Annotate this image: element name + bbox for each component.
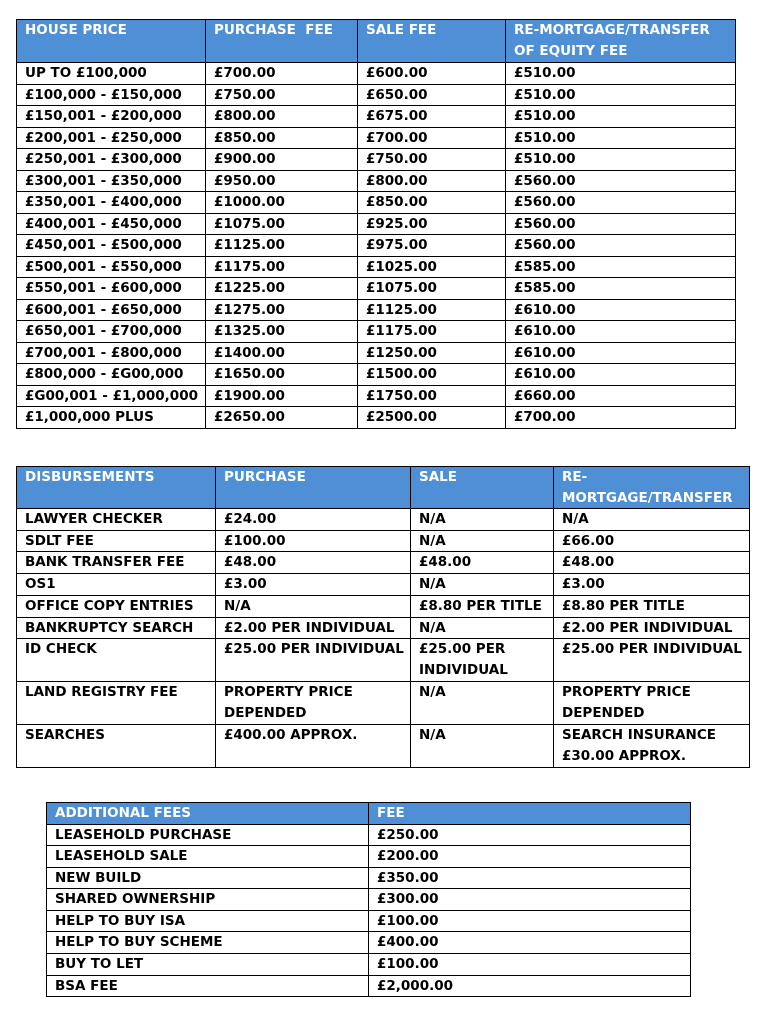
table-cell: £900.00 (206, 149, 358, 171)
table-cell: £100,000 - £150,000 (17, 84, 206, 106)
table-cell: SEARCH INSURANCE £30.00 APPROX. (554, 725, 750, 768)
table-cell: £925.00 (358, 213, 506, 235)
column-header-house-price: HOUSE PRICE (17, 20, 206, 63)
house-price-fee-table (16, 19, 736, 429)
house-price-table-body (17, 63, 736, 429)
table-cell: N/A (216, 595, 411, 617)
table-cell: LEASEHOLD PURCHASE (47, 824, 369, 846)
table-cell: £1325.00 (206, 321, 358, 343)
table-cell: £200.00 (369, 846, 691, 868)
table-cell: £560.00 (506, 192, 736, 214)
table-cell: £700.00 (506, 407, 736, 429)
table-row (17, 364, 736, 386)
table-row (17, 595, 750, 617)
table-row (47, 954, 691, 976)
table-cell: £3.00 (216, 574, 411, 596)
table-cell: £350,001 - £400,000 (17, 192, 206, 214)
table-cell: N/A (411, 725, 554, 768)
table-cell: £1075.00 (206, 213, 358, 235)
table-row (17, 509, 750, 531)
table-cell: £510.00 (506, 149, 736, 171)
table-cell: £250,001 - £300,000 (17, 149, 206, 171)
table-cell: £2.00 PER INDIVIDUAL (216, 617, 411, 639)
table-cell: £750.00 (206, 84, 358, 106)
table-cell: £660.00 (506, 385, 736, 407)
table-cell: £24.00 (216, 509, 411, 531)
table-cell: £800.00 (358, 170, 506, 192)
table-cell: £150,001 - £200,000 (17, 106, 206, 128)
column-header-purchase-fee: PURCHASE FEE (206, 20, 358, 63)
table-row (17, 213, 736, 235)
table-cell: £100.00 (216, 530, 411, 552)
table-cell: £585.00 (506, 256, 736, 278)
table-cell: NEW BUILD (47, 867, 369, 889)
table-cell: £950.00 (206, 170, 358, 192)
table-cell: BUY TO LET (47, 954, 369, 976)
table-cell: UP TO £100,000 (17, 63, 206, 85)
column-header-fee: FEE (369, 803, 691, 825)
table-cell: SDLT FEE (17, 530, 216, 552)
table-cell: £650,001 - £700,000 (17, 321, 206, 343)
table-cell: £200,001 - £250,000 (17, 127, 206, 149)
column-header-remortgage-fee: RE-MORTGAGE/TRANSFER OF EQUITY FEE (506, 20, 736, 63)
column-header-sale-fee: SALE FEE (358, 20, 506, 63)
table-row (17, 63, 736, 85)
table-cell: £510.00 (506, 63, 736, 85)
table-cell: £600,001 - £650,000 (17, 299, 206, 321)
table-cell: £1175.00 (206, 256, 358, 278)
table-cell: £650.00 (358, 84, 506, 106)
table-row (47, 846, 691, 868)
table-cell: OS1 (17, 574, 216, 596)
table-cell: £610.00 (506, 342, 736, 364)
table-cell: £1075.00 (358, 278, 506, 300)
table-cell: £3.00 (554, 574, 750, 596)
table-cell: £25.00 PER INDIVIDUAL (554, 639, 750, 682)
table-cell: LAWYER CHECKER (17, 509, 216, 531)
table-row (47, 910, 691, 932)
table-row (17, 342, 736, 364)
table-row (17, 725, 750, 768)
table-row (47, 932, 691, 954)
table-cell: £1400.00 (206, 342, 358, 364)
table-cell: £585.00 (506, 278, 736, 300)
table-row (17, 278, 736, 300)
table-cell: £510.00 (506, 127, 736, 149)
table-row (17, 385, 736, 407)
table-cell: £700,001 - £800,000 (17, 342, 206, 364)
table-row (17, 407, 736, 429)
table-cell: N/A (554, 509, 750, 531)
table-header-row (17, 467, 750, 509)
table-cell: OFFICE COPY ENTRIES (17, 595, 216, 617)
table-cell: £8.80 PER TITLE (411, 595, 554, 617)
table-cell: £510.00 (506, 106, 736, 128)
table-cell: £48.00 (216, 552, 411, 574)
column-header-purchase: PURCHASE (216, 467, 411, 509)
table-cell: £66.00 (554, 530, 750, 552)
table-cell: £25.00 PER INDIVIDUAL (411, 639, 554, 682)
table-row (17, 552, 750, 574)
table-cell: £610.00 (506, 299, 736, 321)
table-row (17, 682, 750, 725)
table-row (17, 617, 750, 639)
table-cell: £1750.00 (358, 385, 506, 407)
table-cell: £1250.00 (358, 342, 506, 364)
table-row (17, 530, 750, 552)
table-cell: £48.00 (554, 552, 750, 574)
table-cell: £600.00 (358, 63, 506, 85)
disbursements-table-body (17, 509, 750, 768)
column-header-sale: SALE (411, 467, 554, 509)
table-cell: £1275.00 (206, 299, 358, 321)
table-cell: £25.00 PER INDIVIDUAL (216, 639, 411, 682)
table-cell: £2650.00 (206, 407, 358, 429)
table-cell: SEARCHES (17, 725, 216, 768)
additional-fees-table (46, 802, 691, 997)
table-cell: SHARED OWNERSHIP (47, 889, 369, 911)
additional-fees-table-body (47, 824, 691, 997)
table-row (17, 170, 736, 192)
table-row (47, 975, 691, 997)
table-cell: N/A (411, 682, 554, 725)
table-cell: £400,001 - £450,000 (17, 213, 206, 235)
table-cell: BANKRUPTCY SEARCH (17, 617, 216, 639)
table-cell: £400.00 (369, 932, 691, 954)
table-row (17, 106, 736, 128)
table-cell: PROPERTY PRICE DEPENDED (554, 682, 750, 725)
table-cell: £750.00 (358, 149, 506, 171)
table-cell: £510.00 (506, 84, 736, 106)
table-cell: N/A (411, 617, 554, 639)
table-row (17, 321, 736, 343)
table-row (17, 127, 736, 149)
table-cell: N/A (411, 509, 554, 531)
disbursements-table (16, 466, 750, 768)
table-cell: £850.00 (358, 192, 506, 214)
table-row (17, 192, 736, 214)
table-cell: £2500.00 (358, 407, 506, 429)
table-cell: PROPERTY PRICE DEPENDED (216, 682, 411, 725)
column-header-disbursements: DISBURSEMENTS (17, 467, 216, 509)
table-cell: £550,001 - £600,000 (17, 278, 206, 300)
table-row (47, 824, 691, 846)
table-cell: £610.00 (506, 364, 736, 386)
table-cell: £48.00 (411, 552, 554, 574)
table-cell: £300,001 - £350,000 (17, 170, 206, 192)
table-row (17, 256, 736, 278)
table-cell: £450,001 - £500,000 (17, 235, 206, 257)
table-row (17, 235, 736, 257)
table-header-row (47, 803, 691, 825)
table-cell: £1900.00 (206, 385, 358, 407)
table-cell: £1125.00 (206, 235, 358, 257)
table-row (17, 639, 750, 682)
table-row (17, 299, 736, 321)
table-cell: £500,001 - £550,000 (17, 256, 206, 278)
table-cell: £850.00 (206, 127, 358, 149)
table-cell: £800.00 (206, 106, 358, 128)
table-cell: BANK TRANSFER FEE (17, 552, 216, 574)
table-cell: £1125.00 (358, 299, 506, 321)
table-cell: £560.00 (506, 170, 736, 192)
table-cell: BSA FEE (47, 975, 369, 997)
table-cell: £G00,001 - £1,000,000 (17, 385, 206, 407)
table-cell: £1650.00 (206, 364, 358, 386)
table-cell: £560.00 (506, 235, 736, 257)
table-cell: £610.00 (506, 321, 736, 343)
table-row (17, 574, 750, 596)
table-cell: £100.00 (369, 954, 691, 976)
table-cell: £100.00 (369, 910, 691, 932)
table-cell: £2,000.00 (369, 975, 691, 997)
table-cell: £700.00 (358, 127, 506, 149)
table-cell: LAND REGISTRY FEE (17, 682, 216, 725)
table-cell: HELP TO BUY ISA (47, 910, 369, 932)
table-cell: £1000.00 (206, 192, 358, 214)
table-cell: ID CHECK (17, 639, 216, 682)
table-cell: £800,000 - £G00,000 (17, 364, 206, 386)
table-cell: N/A (411, 530, 554, 552)
table-cell: £1025.00 (358, 256, 506, 278)
column-header-remortgage-transfer: RE-MORTGAGE/TRANSFER (554, 467, 750, 509)
table-cell: £1,000,000 PLUS (17, 407, 206, 429)
table-cell: N/A (411, 574, 554, 596)
table-row (47, 889, 691, 911)
column-header-additional-fees: ADDITIONAL FEES (47, 803, 369, 825)
table-row (17, 149, 736, 171)
table-cell: £8.80 PER TITLE (554, 595, 750, 617)
table-cell: £250.00 (369, 824, 691, 846)
table-cell: £350.00 (369, 867, 691, 889)
table-cell: £300.00 (369, 889, 691, 911)
table-cell: £1225.00 (206, 278, 358, 300)
table-cell: LEASEHOLD SALE (47, 846, 369, 868)
table-cell: HELP TO BUY SCHEME (47, 932, 369, 954)
table-row (17, 84, 736, 106)
table-header-row (17, 20, 736, 63)
table-cell: £560.00 (506, 213, 736, 235)
table-cell: £975.00 (358, 235, 506, 257)
table-cell: £1175.00 (358, 321, 506, 343)
table-cell: £700.00 (206, 63, 358, 85)
table-cell: £400.00 APPROX. (216, 725, 411, 768)
table-cell: £2.00 PER INDIVIDUAL (554, 617, 750, 639)
table-cell: £1500.00 (358, 364, 506, 386)
table-cell: £675.00 (358, 106, 506, 128)
table-row (47, 867, 691, 889)
